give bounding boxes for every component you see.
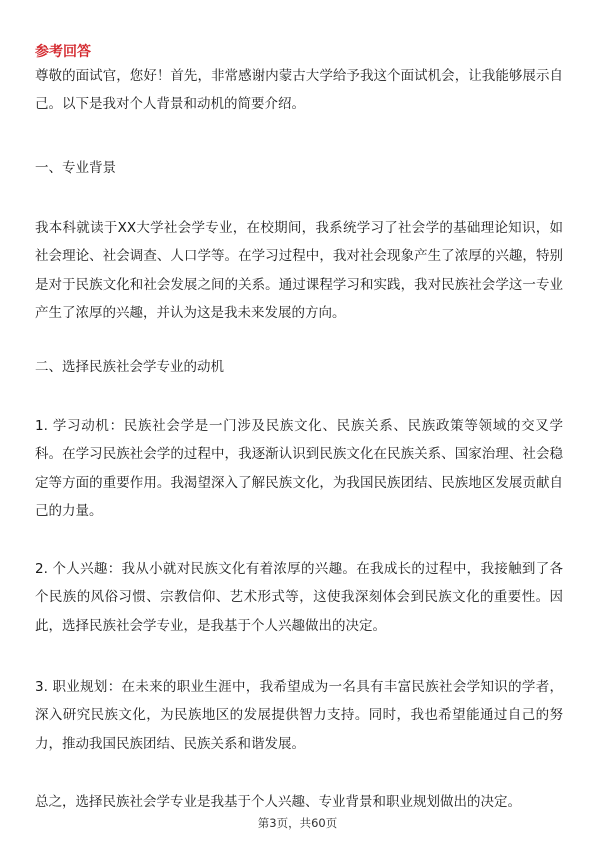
- section-2-title: 二、选择民族社会学专业的动机: [35, 359, 224, 375]
- section-1-title: 一、专业背景: [35, 160, 116, 176]
- motivation-item-career: 3. 职业规划：在未来的职业生涯中，我希望成为一名具有丰富民族社会学知识的学者，深入研究民族文化，为民族地区的发展提供智力支持。同时，我也希望能通过自己的努力，推动我国民族团结、民族关系和谐发展。: [35, 679, 563, 752]
- intro-paragraph: 尊敬的面试官，您好！首先，非常感谢内蒙古大学给予我这个面试机会，让我能够展示自己。以下是我对个人背景和动机的简要介绍。: [35, 68, 563, 113]
- motivation-item-study: 1. 学习动机：民族社会学是一门涉及民族文化、民族关系、民族政策等领域的交叉学科。在学习民族社会学的过程中，我逐渐认识到民族文化在民族关系、国家治理、社会稳定等方面的重要作用。我渴望深入了解民族文化，为我国民族团结、民族地区发展贡献自己的力量。: [35, 418, 563, 519]
- conclusion-paragraph: 总之，选择民族社会学专业是我基于个人兴趣、专业背景和职业规划做出的决定。: [35, 794, 521, 810]
- answer-heading: 参考回答: [35, 44, 91, 60]
- section-1-body: 我本科就读于XX大学社会学专业，在校期间，我系统学习了社会学的基础理论知识，如社会理论、社会调查、人口学等。在学习过程中，我对社会现象产生了浓厚的兴趣，特别是对于民族文化和社会发展之间的关系。通过课程学习和实践，我对民族社会学这一专业产生了浓厚的兴趣，并认为这是我未来发展的方向。: [35, 220, 563, 321]
- page-number-footer: 第3页，共60页: [257, 816, 338, 830]
- motivation-item-interest: 2. 个人兴趣：我从小就对民族文化有着浓厚的兴趣。在我成长的过程中，我接触到了各个民族的风俗习惯、宗教信仰、艺术形式等，这使我深刻体会到民族文化的重要性。因此，选择民族社会学专业，是我基于个人兴趣做出的决定。: [35, 561, 563, 634]
